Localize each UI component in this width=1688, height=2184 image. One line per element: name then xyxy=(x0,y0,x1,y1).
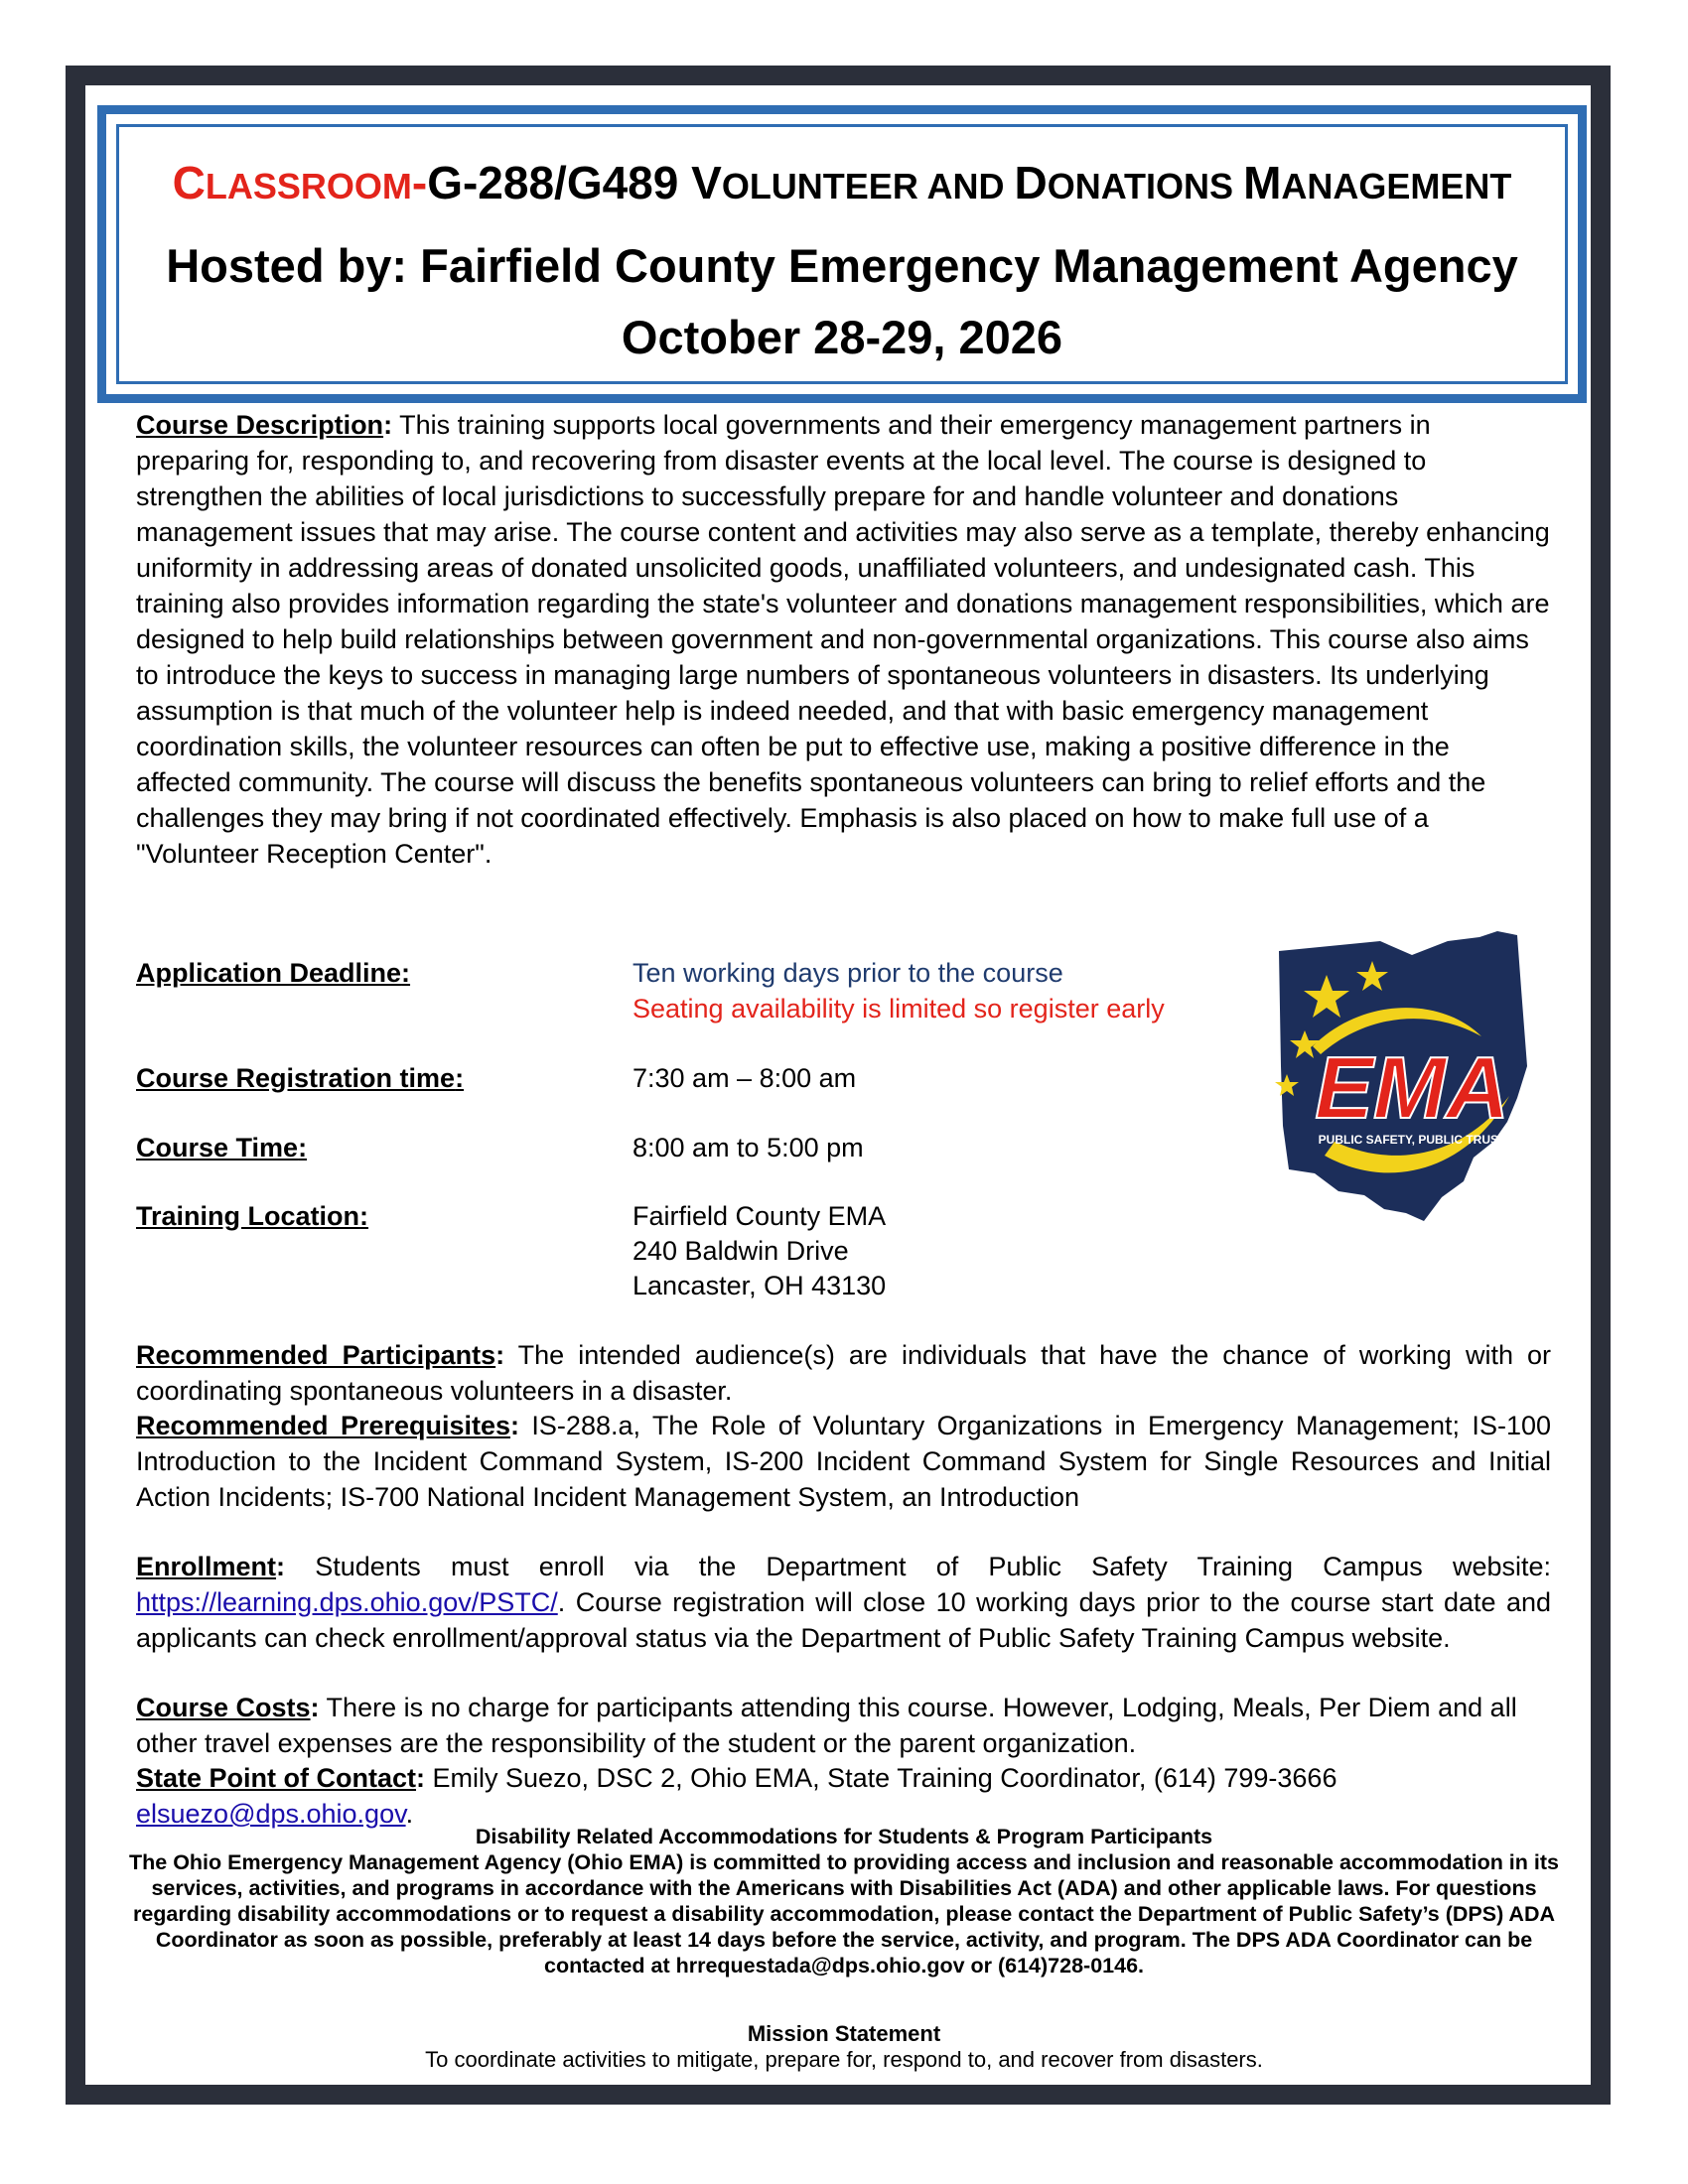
course-dates: October 28-29, 2026 xyxy=(621,311,1063,363)
title-red-dash: - xyxy=(411,157,428,208)
contact-label: State Point of Contact xyxy=(136,1763,416,1793)
contact-email-link[interactable]: elsuezo@dps.ohio.gov xyxy=(136,1799,406,1829)
title-red-rest: LASSROOM xyxy=(205,166,412,206)
title-box xyxy=(97,105,1587,403)
enrollment-label: Enrollment xyxy=(136,1552,277,1581)
registration-time-value: 7:30 am – 8:00 am xyxy=(633,1063,857,1093)
mission-title: Mission Statement xyxy=(747,2021,941,2046)
contact-text: Emily Suezo, DSC 2, Ohio EMA, State Training Coordinator, (614) 799-3666 xyxy=(425,1763,1337,1793)
recommended-prerequisites: Recommended Prerequisites: IS-288.a, The Role of Voluntary Organizations in Emergency Management; IS-100 Introduction to the Incident Command System, IS-200 Incident Command System for Single Resources and Initial Action Incidents; IS-700 National Incident Management System, an Introduction xyxy=(136,1411,1551,1512)
title-v: V xyxy=(691,157,722,208)
course-description xyxy=(136,407,1551,872)
title-m-rest: ANAGEMENT xyxy=(1281,166,1512,206)
ada-text: The Ohio Emergency Management Agency (Ohio EMA) is committed to providing access and inclusion and reasonable accommodation in its services, activities, and programs in accordance with the Americans with Disabilities Act (ADA) and other applicable laws. For questions regarding disability accommodations or to request a disability accommodation, please contact the Department of Public Safety’s (DPS) ADA Coordinator as soon as possible, preferably at least 14 days before the service, activity, and program. The DPS ADA Coordinator can be contacted at hrrequestada@dps.ohio.gov or (614)728-0146. xyxy=(129,1850,1559,1978)
ada-notice xyxy=(109,1824,1579,1979)
participants-label: Recommended Participants xyxy=(136,1340,496,1370)
course-description-text: This training supports local governments and their emergency management partners in preparing for, responding to, and recovering from disaster events at the local level. The course is designed to strengthen the abilities of local jurisdictions to successfully prepare for and handle volunteer and donations management issues that may arise. The course content and activities may also serve as a template, thereby enhancing uniformity in addressing areas of donated unsolicited goods, unaffiliated volunteers, and undesignated cash. This training also provides information regarding the state's volunteer and donations management responsibilities, which are designed to help build relationships between government and non-governmental organizations. This course also aims to introduce the keys to success in managing large numbers of spontaneous volunteers in disasters. Its underlying assumption is that much of the volunteer help is indeed needed, and that with basic emergency management coordination skills, the volunteer resources can often be put to effective use, making a positive difference in the affected community. The course will discuss the benefits spontaneous volunteers can bring to relief efforts and the challenges they may bring if not coordinated effectively. Emphasis is also placed on how to make full use of a "Volunteer Reception Center". xyxy=(136,410,1550,869)
recommended-participants: Recommended Participants: The intended audience(s) are individuals that have the chance of working with or coordinating spontaneous volunteers in a disaster. xyxy=(136,1340,1551,1406)
training-location-line2: 240 Baldwin Drive xyxy=(633,1236,849,1266)
state-point-of-contact: State Point of Contact: Emily Suezo, DSC 2, Ohio EMA, State Training Coordinator, (614) 799-3666 elsuezo@dps.ohio.gov. xyxy=(136,1763,1337,1829)
mission-text: To coordinate activities to mitigate, prepare for, respond to, and recover from disasters. xyxy=(425,2047,1263,2072)
course-time-value: 8:00 am to 5:00 pm xyxy=(633,1133,864,1162)
course-description-label: Course Description xyxy=(136,410,384,440)
pstc-link[interactable]: https://learning.dps.ohio.gov/PSTC/ xyxy=(136,1587,558,1617)
ohio-ema-logo xyxy=(1273,927,1541,1225)
training-location-label: Training Location: xyxy=(136,1201,369,1231)
prerequisites-text: IS-288.a, The Role of Voluntary Organizations in Emergency Management; IS-100 Introduction to the Incident Command System, IS-200 Incident Command System for Single Resources and Initial Action Incidents; IS-700 National Incident Management System, an Introduction xyxy=(136,1411,1551,1512)
registration-time-label: Course Registration time: xyxy=(136,1063,465,1093)
contact-period: . xyxy=(405,1799,414,1829)
enrollment-text-after: . Course registration will close 10 working days prior to the course start date and applicants can check enrollment/approval status via the Department of Public Safety Training Campus website. xyxy=(136,1587,1551,1653)
ema-logo-tagline: PUBLIC SAFETY, PUBLIC TRUST xyxy=(1318,1133,1506,1147)
training-location-line1: Fairfield County EMA xyxy=(633,1201,887,1231)
title-v-rest: OLUNTEER AND xyxy=(721,166,1015,206)
title-red-initial: C xyxy=(172,157,206,208)
ema-logo-text: EMA xyxy=(1315,1038,1509,1137)
course-time-label: Course Time: xyxy=(136,1133,308,1162)
title-m: M xyxy=(1243,157,1282,208)
costs-label: Course Costs xyxy=(136,1693,311,1722)
enrollment-text: Students must enroll via the Department of Public Safety Training Campus website: xyxy=(285,1552,1551,1581)
seating-note: Seating availability is limited so register early xyxy=(633,994,1165,1024)
title-course-code: G-288/G489 xyxy=(427,157,692,208)
course-costs: Course Costs: There is no charge for participants attending this course. However, Lodging, Meals, Per Diem and all other travel expenses are the responsibility of the student or the parent organization. xyxy=(136,1693,1517,1758)
application-deadline-label: Application Deadline: xyxy=(136,958,411,988)
title-d-rest: ONATIONS xyxy=(1047,166,1244,206)
enrollment-section: Enrollment: Students must enroll via the Department of Public Safety Training Campus website: https://learning.dps.ohio.gov/PSTC/. Course registration will close 10 working days prior to the course start date and applicants can check enrollment/approval status via the Department of Public Safety Training Campus website. xyxy=(136,1552,1551,1653)
costs-text: There is no charge for participants attending this course. However, Lodging, Meals, Per Diem and all other travel expenses are the responsibility of the student or the parent organization. xyxy=(136,1693,1517,1758)
participants-text: The intended audience(s) are individuals that have the chance of working with or coordinating spontaneous volunteers in a disaster. xyxy=(136,1340,1551,1406)
application-deadline-value: Ten working days prior to the course xyxy=(633,958,1063,988)
title-d: D xyxy=(1014,157,1048,208)
course-title xyxy=(106,156,1578,209)
description-colon: : xyxy=(383,410,393,440)
prerequisites-label: Recommended Prerequisites xyxy=(136,1411,511,1440)
hosted-by: Hosted by: Fairfield County Emergency Management Agency xyxy=(166,239,1518,292)
ada-title: Disability Related Accommodations for Students & Program Participants xyxy=(475,1825,1213,1848)
training-location-line3: Lancaster, OH 43130 xyxy=(633,1271,887,1300)
